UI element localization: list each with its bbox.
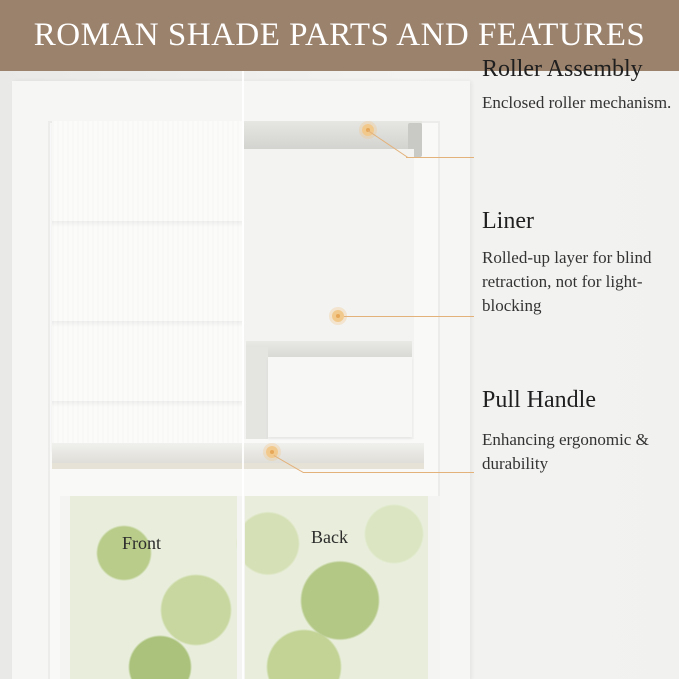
liner-strap [246, 347, 268, 439]
product-photo [0, 71, 679, 679]
page-title: ROMAN SHADE PARTS AND FEATURES [33, 17, 646, 53]
roller-leader-line [406, 157, 474, 158]
front-back-divider [242, 71, 244, 679]
liner-callout-dot [332, 310, 344, 322]
fabric-fold [52, 401, 242, 407]
shade-bottom-bar [52, 443, 424, 465]
fabric-fold [52, 321, 242, 327]
liner-leader-line [344, 316, 474, 317]
roller-assembly-description: Enclosed roller mechanism. [482, 93, 672, 112]
pull-handle-description: Enhancing ergonomic & durability [482, 430, 649, 473]
front-label: Front [122, 533, 162, 553]
liner-panel [268, 357, 412, 437]
roller-headrail [244, 121, 422, 151]
window-view-greenery [70, 496, 430, 679]
pull-handle-title: Pull Handle [482, 387, 596, 413]
liner-title: Liner [482, 208, 534, 234]
roller-assembly-title: Roller Assembly [482, 56, 643, 82]
shade-bottom-trim [52, 463, 424, 469]
fabric-fold [52, 221, 242, 227]
shade-front-fabric [52, 121, 242, 451]
window-sash-right [428, 496, 440, 679]
window-sash-left [60, 496, 70, 679]
liner-description: Rolled-up layer for blind retraction, not for light-blocking [482, 248, 652, 315]
pull-handle-leader-line [303, 472, 474, 473]
back-label: Back [311, 527, 348, 547]
